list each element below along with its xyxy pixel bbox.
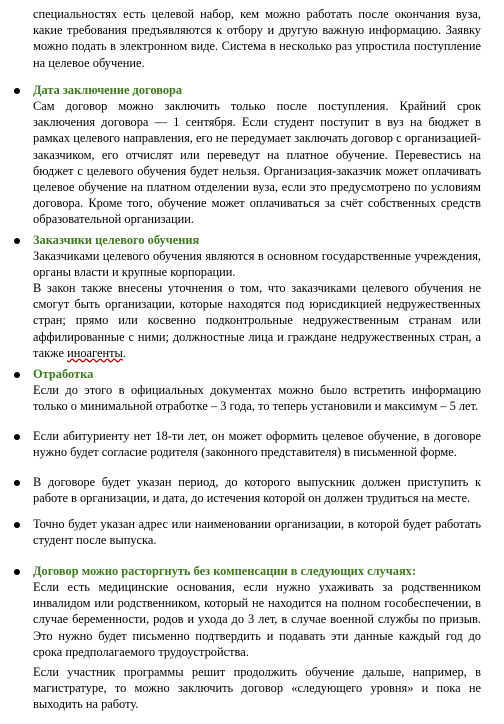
work-off-item-1: Если до этого в официальных документах можно было встретить информацию только о минимальной отработке – 3 года, то теперь установили и максимум – 5 лет. bbox=[33, 383, 481, 414]
section-bullet bbox=[14, 238, 20, 244]
section-paragraph-termination-1: Если есть медицинские основания, если нужно ухаживать за родственником инвалидом или родственником, который не находится на полном гособеспечении, в случае беременности, родов и ухода до 3 лет, в случае военной службы по призыв. Это нужно будет письменно подтвердить и подавать эти данные каждый год до срока предполагаемого трудоустройства. bbox=[33, 580, 481, 659]
section-paragraph-customers-2 bbox=[33, 280, 481, 361]
section-heading-contract-date: Дата заключение договора bbox=[33, 83, 183, 97]
section-bullet bbox=[14, 569, 20, 575]
section-paragraph-contract-date: Сам договор можно заключить только после поступления. Крайний срок заключения договора — 1 сентября. Если студент поступит в вуз на бюджет в рамках целевого направления, его не передумает заключать договор с организацией-заказчиком, его отчислят или переведут на платное обучение. Перевестись на бюджет с целевого обучения будет нельзя. Организация-заказчик может оплачивать целевое обучение на платном отделении вуза, если это предусмотрено по условиям договора. Кроме того, обучение может оплачиваться за счёт собственных средств образовательной организации. bbox=[33, 99, 481, 227]
section-heading-termination: Договор можно расторгнуть без компенсации в следующих случаях: bbox=[33, 564, 416, 578]
section-heading-work-off: Отработка bbox=[33, 367, 94, 381]
list-bullet bbox=[14, 434, 20, 440]
customers-text-end: . bbox=[122, 345, 126, 360]
list-bullet bbox=[14, 522, 20, 528]
work-off-item-2: Если абитуриенту нет 18-ти лет, он может оформить целевое обучение, в договоре нужно будет согласие родителя (законного представителя) в письменной форме. bbox=[33, 429, 481, 460]
section-bullet bbox=[14, 372, 20, 378]
intro-paragraph: специальностях есть целевой набор, кем можно работать после окончания вуза, какие требования предъявляются к отбору и другую важную информацию. Заявку можно подать в электронном виде. Система в несколько раз упростила поступление на целевое обучение. bbox=[33, 7, 481, 70]
section-bullet bbox=[14, 88, 20, 94]
customers-text: В закон также внесены уточнения о том, что заказчиками целевого обучения не смогут быть организации, которые находятся под юрисдикцией недружественных стран; прямо или косвенно подконтрольные недружественным странам или аффилированные с ними; должностные лица и граждане недружественных стран, а также bbox=[33, 281, 481, 360]
list-bullet bbox=[14, 480, 20, 486]
spellcheck-marked-word: иноагенты bbox=[67, 345, 123, 360]
section-paragraph-customers-1: Заказчиками целевого обучения являются в основном государственные учреждения, органы власти и крупные корпорации. bbox=[33, 249, 481, 280]
work-off-item-4: Точно будет указан адрес или наименовании организации, в которой будет работать студент после выпуска. bbox=[33, 517, 481, 548]
work-off-item-3: В договоре будет указан период, до которого выпускник должен приступить к работе в организации, и дата, до истечения которой он должен трудиться на месте. bbox=[33, 475, 481, 506]
section-paragraph-termination-2: Если участник программы решит продолжить обучение дальше, например, в магистратуре, то можно заключить договор «следующего уровня» и пока не выходить на работу. bbox=[33, 665, 481, 712]
section-heading-customers: Заказчики целевого обучения bbox=[33, 233, 200, 247]
